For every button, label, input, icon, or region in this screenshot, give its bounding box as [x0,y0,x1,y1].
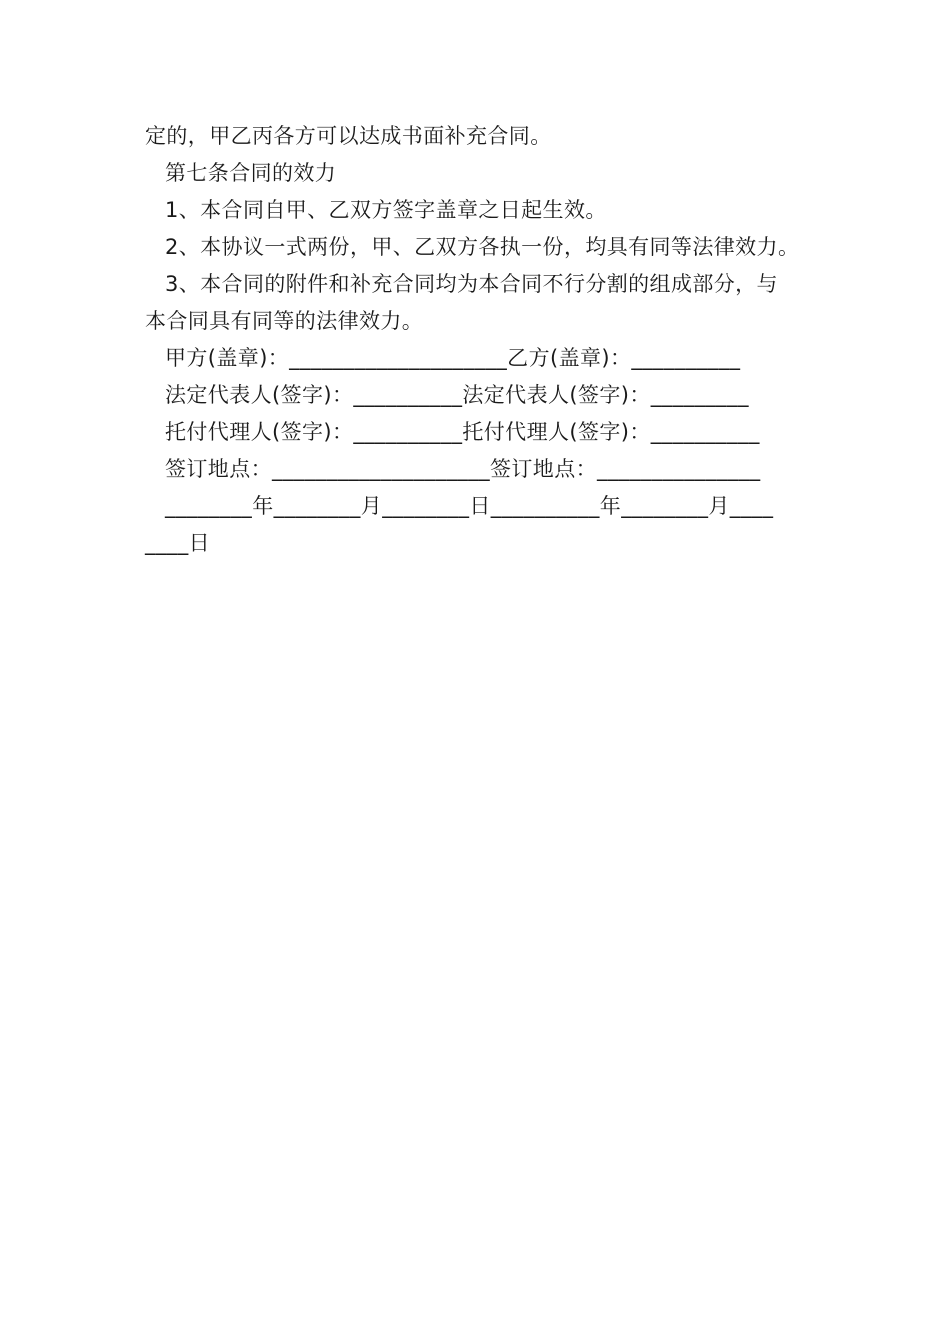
clause-3: 3、本合同的附件和补充合同均为本合同不行分割的组成部分，与 [165,272,778,296]
date-line-continuation: ____日 [145,531,210,555]
article-heading: 第七条合同的效力 [165,161,337,185]
paragraph-continuation: 定的，甲乙丙各方可以达成书面补充合同。 [145,124,552,148]
clause-1: 1、本合同自甲、乙双方签字盖章之日起生效。 [165,198,607,222]
clause-2: 2、本协议一式两份，甲、乙双方各执一份，均具有同等法律效力。 [165,235,800,259]
legal-representative-line: 法定代表人(签字)：__________法定代表人(签字)：_________ [165,383,749,407]
document-body [145,118,815,562]
date-line: ________年________月________日__________年________月____ [165,494,774,518]
signing-place-line: 签订地点：____________________签订地点：_______________ [165,457,761,481]
clause-3-continuation: 本合同具有同等的法律效力。 [145,309,424,333]
party-seal-line: 甲方(盖章)：____________________乙方(盖章)：__________ [165,346,741,370]
authorized-agent-line: 托付代理人(签字)：__________托付代理人(签字)：__________ [165,420,760,444]
